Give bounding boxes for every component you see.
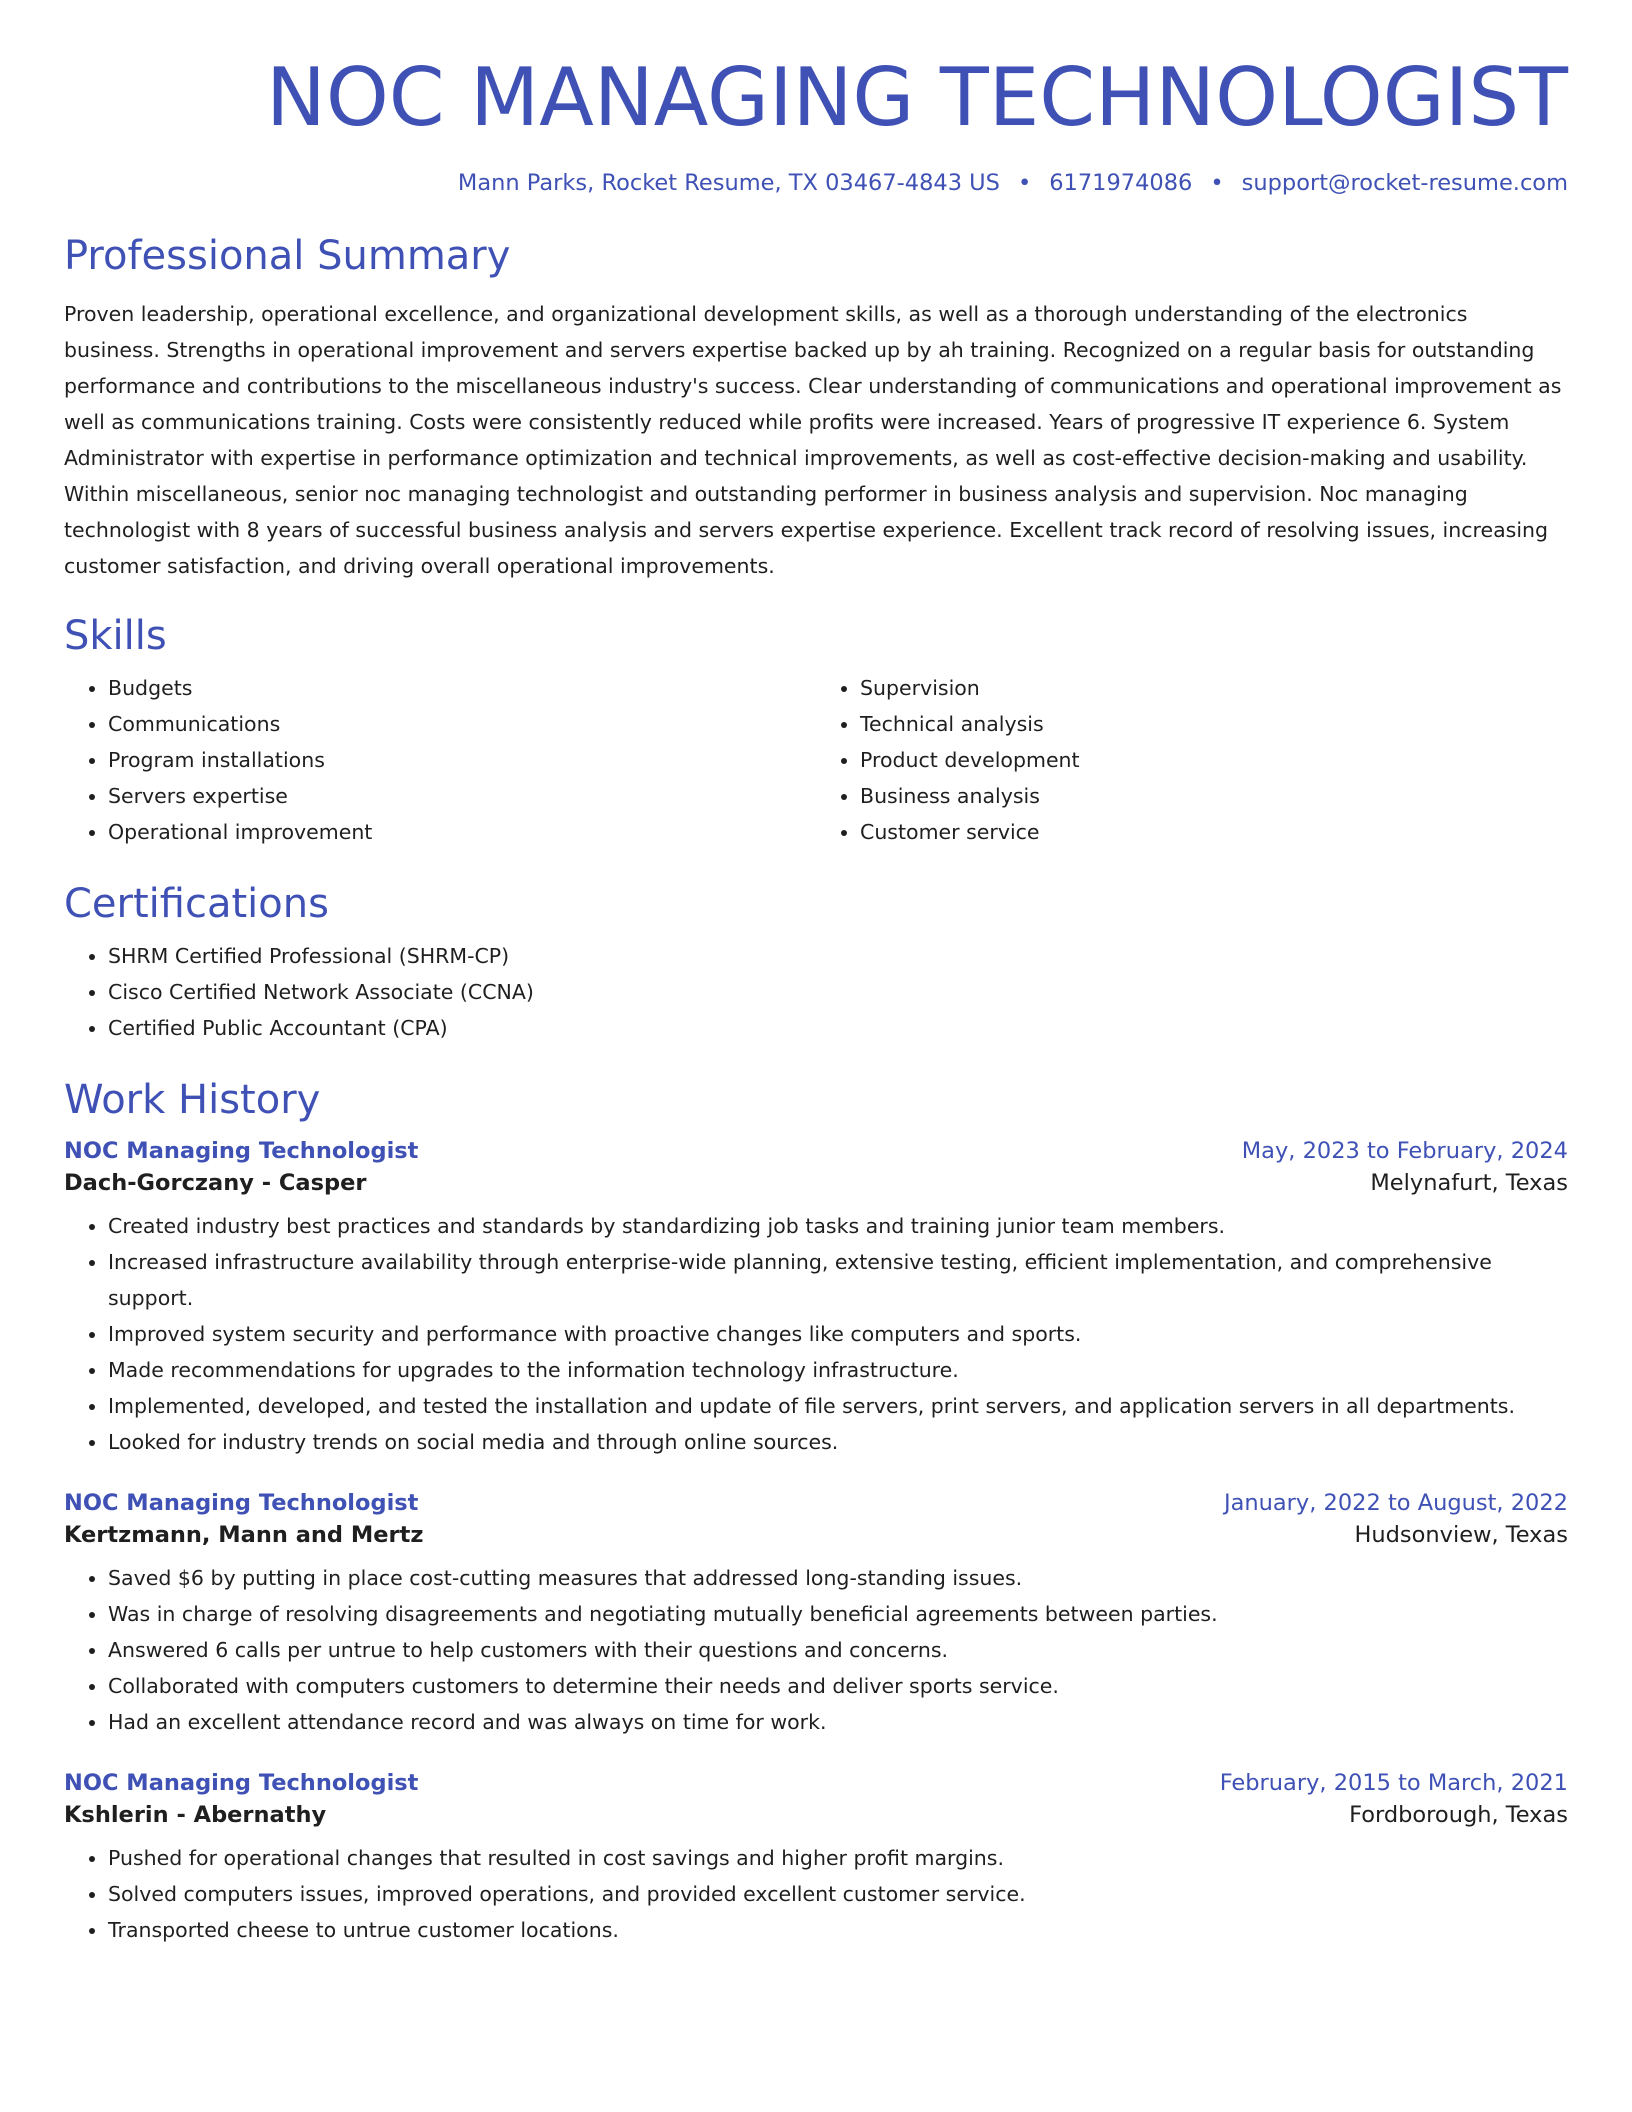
contact-email: support@rocket-resume.com	[1241, 170, 1568, 196]
skills-heading: Skills	[64, 613, 167, 659]
job-title: NOC Managing Technologist	[64, 1770, 419, 1796]
skill-item: • Business analysis	[860, 778, 1568, 814]
job-bullet: • Collaborated with computers customers to determine their needs and deliver sports service.	[108, 1668, 1568, 1704]
job-company: Kertzmann, Mann and Mertz	[64, 1522, 424, 1548]
job-bullet: • Created industry best practices and standards by standardizing job tasks and training junior team members.	[108, 1208, 1568, 1244]
job-header-row	[64, 1138, 1568, 1164]
skill-item: • Operational improvement	[108, 814, 816, 850]
job-bullets	[64, 1208, 1568, 1460]
job-location: Hudsonview, Texas	[1354, 1522, 1568, 1548]
job-dates: January, 2022 to August, 2022	[1223, 1490, 1568, 1516]
certifications-heading: Certifications	[64, 881, 329, 927]
job-bullet: • Made recommendations for upgrades to the information technology infrastructure.	[108, 1352, 1568, 1388]
contact-line	[64, 170, 1568, 196]
job-bullet: • Improved system security and performance with proactive changes like computers and sports.	[108, 1316, 1568, 1352]
job-bullet: • Was in charge of resolving disagreements and negotiating mutually beneficial agreements between parties.	[108, 1596, 1568, 1632]
job-title: NOC Managing Technologist	[64, 1138, 419, 1164]
job-location: Fordborough, Texas	[1349, 1802, 1568, 1828]
contact-separator: •	[1210, 170, 1224, 196]
job-bullet: • Saved $6 by putting in place cost-cutting measures that addressed long-standing issues.	[108, 1560, 1568, 1596]
job-bullet: • Implemented, developed, and tested the installation and update of file servers, print servers, and application servers in all departments.	[108, 1388, 1568, 1424]
job-company-row	[64, 1170, 1568, 1196]
work-history-section	[64, 1076, 1568, 1948]
job-company: Kshlerin - Abernathy	[64, 1802, 327, 1828]
summary-section	[64, 232, 1568, 584]
work-history-heading: Work History	[64, 1077, 321, 1123]
skill-item: • Budgets	[108, 670, 816, 706]
skill-item: • Servers expertise	[108, 778, 816, 814]
certification-item: • SHRM Certified Professional (SHRM-CP)	[108, 938, 1568, 974]
skill-item: • Supervision	[860, 670, 1568, 706]
job-bullet: • Answered 6 calls per untrue to help customers with their questions and concerns.	[108, 1632, 1568, 1668]
skills-columns	[64, 670, 1568, 850]
summary-heading: Professional Summary	[64, 233, 511, 279]
job-bullets	[64, 1560, 1568, 1740]
job-header-row	[64, 1490, 1568, 1516]
skills-list-left	[64, 670, 816, 850]
job-bullet: • Had an excellent attendance record and was always on time for work.	[108, 1704, 1568, 1740]
contact-separator: •	[1017, 170, 1032, 196]
job-location: Melynafurt, Texas	[1370, 1170, 1568, 1196]
job-header-row	[64, 1770, 1568, 1796]
job-entry	[64, 1490, 1568, 1740]
skills-list-right	[816, 670, 1568, 850]
job-bullet: • Pushed for operational changes that resulted in cost savings and higher profit margins.	[108, 1840, 1568, 1876]
job-bullet: • Transported cheese to untrue customer locations.	[108, 1912, 1568, 1948]
skills-section	[64, 612, 1568, 850]
resume-title: NOC MANAGING TECHNOLOGIST	[265, 51, 1568, 144]
job-entry	[64, 1770, 1568, 1948]
job-dates: February, 2015 to March, 2021	[1219, 1770, 1568, 1796]
job-company: Dach-Gorczany - Casper	[64, 1170, 367, 1196]
contact-address: Mann Parks, Rocket Resume, TX 03467-4843 US	[457, 170, 1000, 196]
skill-item: • Technical analysis	[860, 706, 1568, 742]
certifications-list	[64, 938, 1568, 1046]
job-dates: May, 2023 to February, 2024	[1241, 1138, 1568, 1164]
contact-phone: 6171974086	[1049, 170, 1193, 196]
skill-item: • Product development	[860, 742, 1568, 778]
skill-item: • Customer service	[860, 814, 1568, 850]
certifications-section	[64, 880, 1568, 1046]
certification-item: • Certified Public Accountant (CPA)	[108, 1010, 1568, 1046]
summary-text: Proven leadership, operational excellence, and organizational development skills, as well as a thorough understanding of the electronics business. Strengths in operational improvement and servers expertise backed up by ah training. Recognized on a regular basis for outstanding performance and contributions to the miscellaneous industry's success. Clear understanding of communications and operational improvement as well as communications training. Costs were consistently reduced while profits were increased. Years of progressive IT experience 6. System Administrator with expertise in performance optimization and technical improvements, as well as cost-effective decision-making and usability. Within miscellaneous, senior noc managing technologist and outstanding performer in business analysis and supervision. Noc managing technologist with 8 years of successful business analysis and servers expertise experience. Excellent track record of resolving issues, increasing customer satisfaction, and driving overall operational improvements.	[64, 302, 1562, 578]
skill-item: • Program installations	[108, 742, 816, 778]
job-bullets	[64, 1840, 1568, 1948]
job-company-row	[64, 1522, 1568, 1548]
job-entry	[64, 1138, 1568, 1460]
skill-item: • Communications	[108, 706, 816, 742]
job-bullet: • Looked for industry trends on social media and through online sources.	[108, 1424, 1568, 1460]
job-bullet: • Solved computers issues, improved operations, and provided excellent customer service.	[108, 1876, 1568, 1912]
job-bullet: • Increased infrastructure availability through enterprise-wide planning, extensive testing, efficient implementation, and comprehensive support.	[108, 1244, 1568, 1316]
job-company-row	[64, 1802, 1568, 1828]
certification-item: • Cisco Certified Network Associate (CCNA)	[108, 974, 1568, 1010]
job-title: NOC Managing Technologist	[64, 1490, 419, 1516]
